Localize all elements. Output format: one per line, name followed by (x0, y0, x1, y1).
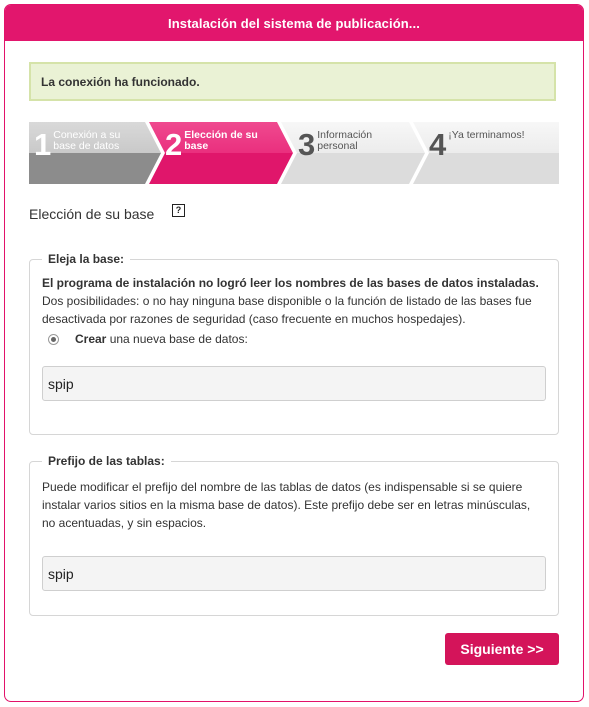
create-db-radio[interactable] (48, 334, 59, 345)
step-2-number: 2 (165, 127, 183, 162)
prefix-description: Puede modificar el prefijo del nombre de las tablas de datos (es indispensable si se quiere instalar varios sitios en la misma base de datos). Este prefijo debe ser en letras minúsculas, no acentuadas, y sin espacios. (42, 480, 531, 530)
step-4-number: 4 (429, 127, 447, 162)
step-3-label: Información personal (317, 129, 373, 152)
database-warning-bold: El programa de instalación no logró leer los nombres de las bases de datos instaladas. (42, 276, 539, 290)
install-window (4, 4, 584, 702)
prefix-legend: Prefijo de las tablas: (42, 454, 171, 468)
step-3-number: 3 (298, 127, 316, 162)
step-2 (165, 122, 269, 184)
table-prefix-input[interactable]: spip (42, 556, 546, 591)
success-alert: La conexión ha funcionado. (29, 62, 556, 101)
section-title: Elección de su base (29, 206, 155, 222)
create-db-label: una nueva base de datos: (106, 332, 248, 346)
step-1-label: Conexión a su base de datos (53, 129, 121, 152)
database-explanation: Dos posibilidades: o no hay ninguna base disponible o la función de listado de las bases fue desactivada por razones de seguridad (caso frecuente en muchos hospedajes). (42, 294, 532, 326)
step-2-label: Elección de su base (184, 129, 258, 152)
step-1 (34, 122, 134, 184)
create-db-option[interactable] (42, 332, 546, 346)
database-legend: Eleja la base: (42, 252, 130, 266)
step-4-label: ¡Ya terminamos! (448, 129, 525, 141)
step-1-number: 1 (34, 127, 52, 162)
new-database-input[interactable]: spip (42, 366, 546, 401)
database-warning (42, 274, 546, 328)
step-3 (298, 122, 402, 184)
prefix-fieldset (29, 454, 559, 616)
next-button[interactable]: Siguiente >> (445, 633, 559, 665)
step-4 (429, 122, 554, 184)
question-mark-icon[interactable]: ? (172, 204, 185, 217)
step-progress (29, 122, 559, 184)
database-fieldset (29, 252, 559, 435)
window-title: Instalación del sistema de publicación... (5, 5, 583, 41)
create-db-bold: Crear (75, 332, 107, 346)
